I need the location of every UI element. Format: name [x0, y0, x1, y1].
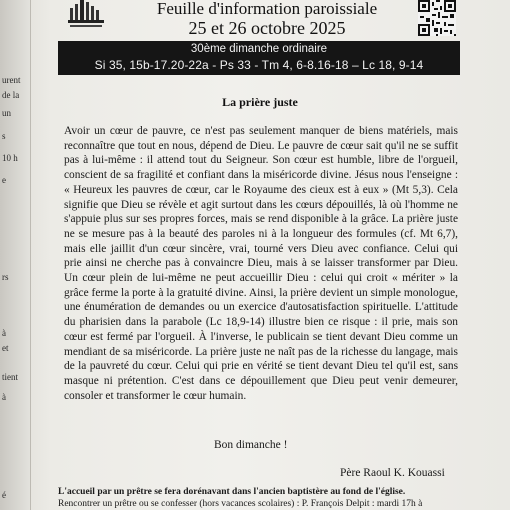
bulletin-dates: 25 et 26 octobre 2025	[188, 18, 346, 38]
closing-greeting: Bon dimanche !	[214, 439, 288, 451]
margin-fragment: e	[2, 175, 6, 185]
bulletin-title: Feuille d'information paroissiale	[156, 0, 378, 18]
margin-fragment: de la	[2, 90, 20, 100]
margin-fragment: rs	[2, 272, 9, 282]
margin-fragment: et	[2, 343, 9, 353]
liturgy-banner	[58, 41, 460, 75]
article-body: Avoir un cœur de pauvre, ce n'est pas seulement manquer de biens matériels, mais reconnaître que tout en nous, dépend de Dieu. Le pauvre de cœur sait qu'il ne se suffit pas à lui-même : il attend tout du Seigneur. Son cœur est humble, libre de l'orgueil, conscient de sa fragilité et confiant dans la miséricorde divine. Jésus nous l'enseigne : « Heureux les pauvres de cœur, car le Royaume des cieux est à eux » (Mt 5,3). Cela signifie que Dieu se révèle et agit surtout dans les cœurs dépouillés, là où l'homme ne s'appuie plus sur ses propres forces, mais se rend disponible à la grâce. La prière juste ne se mesure pas à la beauté des paroles ni à la longueur des formules (cf. Mt 6,7), mais elle jaillit d'un cœur sincère, vrai, tourné vers Dieu avec confiance. Celui qui prie ainsi ne cherche pas à convaincre Dieu, mais à se laisser transformer par Dieu. Un cœur plein de lui-même ne peut accueillir Dieu : celui qui croit « mériter » la grâce ferme la porte à la gratuité divine. Ainsi, la prière devient un simple monologue, une énumération de demandes ou un exercice d'autosatisfaction spirituelle. L'attitude du pharisien dans la parabole (Lc 18,9-14) illustre bien ce risque : il prie, mais son cœur est fermé par l'orgueil. À l'inverse, le publicain se tient devant Dieu comme un mendiant de sa miséricorde. La prière juste ne naît pas de la richesse du langage, mais de la pauvreté du cœur. Celui qui prie en vérité se tient devant Dieu tel qu'il est, sans masque ni prétention. C'est dans ce dépouillement que Dieu peut venir demeurer, consoler et transformer le cœur humain.	[64, 125, 458, 402]
margin-fragment: à	[2, 328, 6, 338]
margin-fragment: un	[2, 108, 11, 118]
scripture-readings: Si 35, 15b-17.20-22a - Ps 33 - Tm 4, 6-8.16-18 – Lc 18, 9-14	[94, 58, 424, 72]
margin-fragment: tient	[2, 372, 18, 382]
margin-fragment: à	[2, 392, 6, 402]
notice-title: L'accueil par un prêtre se fera dorénavant dans l'ancien baptistère au fond de l'église.	[58, 487, 406, 497]
adjacent-page-margin	[0, 0, 31, 510]
notice-text: Rencontrer un prêtre ou se confesser (hors vacances scolaires) : P. François Delpit : mardi 17h à	[58, 499, 423, 509]
bulletin-header	[142, 0, 392, 37]
margin-fragment: é	[2, 490, 6, 500]
qr-code-icon	[418, 0, 456, 36]
author-signature: Père Raoul K. Kouassi	[340, 467, 445, 479]
article-title: La prière juste	[222, 95, 298, 109]
margin-fragment: 10 h	[2, 153, 18, 163]
margin-fragment: urent	[2, 75, 21, 85]
liturgical-sunday: 30ème dimanche ordinaire	[190, 43, 328, 55]
margin-fragment: s	[2, 131, 6, 141]
church-logo-icon	[66, 0, 106, 32]
